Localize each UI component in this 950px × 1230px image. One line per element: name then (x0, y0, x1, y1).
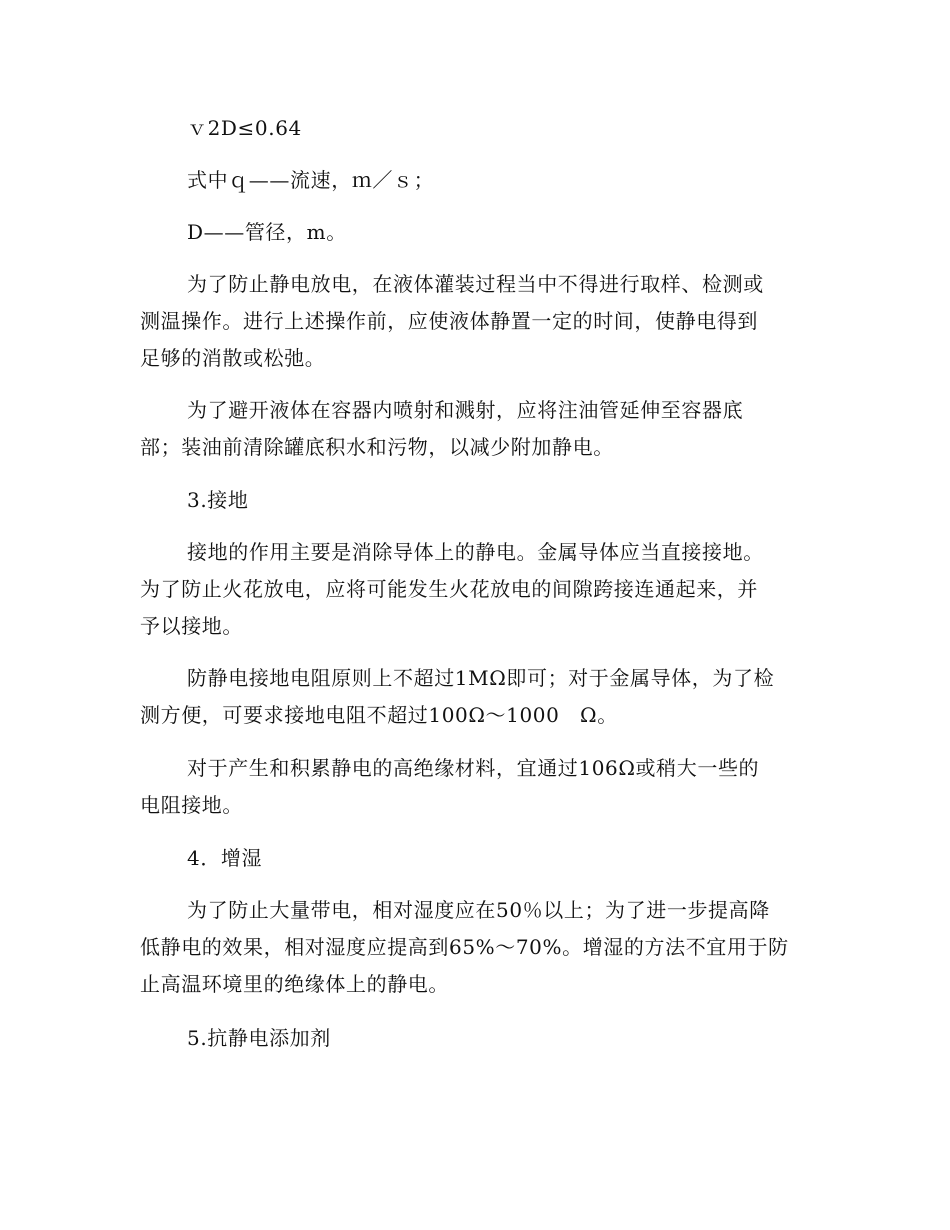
paragraph-line: 止高温环境里的绝缘体上的静电。 (140, 972, 449, 996)
paragraph-line: 足够的消散或松弛。 (140, 346, 326, 370)
paragraph-line: 低静电的效果，相对湿度应提高到65%～70%。增湿的方法不宜用于防 (140, 935, 789, 959)
paragraph-line: 为了防止火花放电，应将可能发生火花放电的间隙跨接连通起来，并 (140, 577, 758, 601)
paragraph-line: 予以接地。 (140, 614, 243, 638)
paragraph-line: 接地的作用主要是消除导体上的静电。金属导体应当直接接地。 (187, 540, 764, 564)
section-heading-grounding: 3.接地 (187, 488, 249, 512)
paragraph-line: 测温操作。进行上述操作前，应使液体静置一定的时间，使静电得到 (140, 309, 758, 333)
section-heading-humidification: 4．增湿 (187, 846, 263, 870)
paragraph-line: 为了避开液体在容器内喷射和溅射，应将注油管延伸至容器底 (187, 398, 744, 422)
paragraph-line: 电阻接地。 (140, 793, 243, 817)
section-heading-antistatic-additive: 5.抗静电添加剂 (187, 1026, 331, 1050)
formula-line: ｖ2D≤0.64 (187, 116, 302, 140)
paragraph-line: 防静电接地电阻原则上不超过1MΩ即可；对于金属导体，为了检 (187, 666, 775, 690)
paragraph-line: 部；装油前清除罐底积水和污物，以减少附加静电。 (140, 435, 614, 459)
paragraph-line: 为了防止大量带电，相对湿度应在50％以上；为了进一步提高降 (187, 898, 770, 922)
variable-definition-q: 式中ｑ——流速，ｍ／ｓ； (187, 168, 435, 192)
paragraph-line: 对于产生和积累静电的高绝缘材料，宜通过106Ω或稍大一些的 (187, 756, 760, 780)
paragraph-line: 为了防止静电放电，在液体灌装过程当中不得进行取样、检测或 (187, 272, 764, 296)
paragraph-line: 测方便，可要求接地电阻不超过100Ω～1000 Ω。 (140, 703, 618, 727)
variable-definition-d: D——管径，m。 (187, 220, 347, 244)
